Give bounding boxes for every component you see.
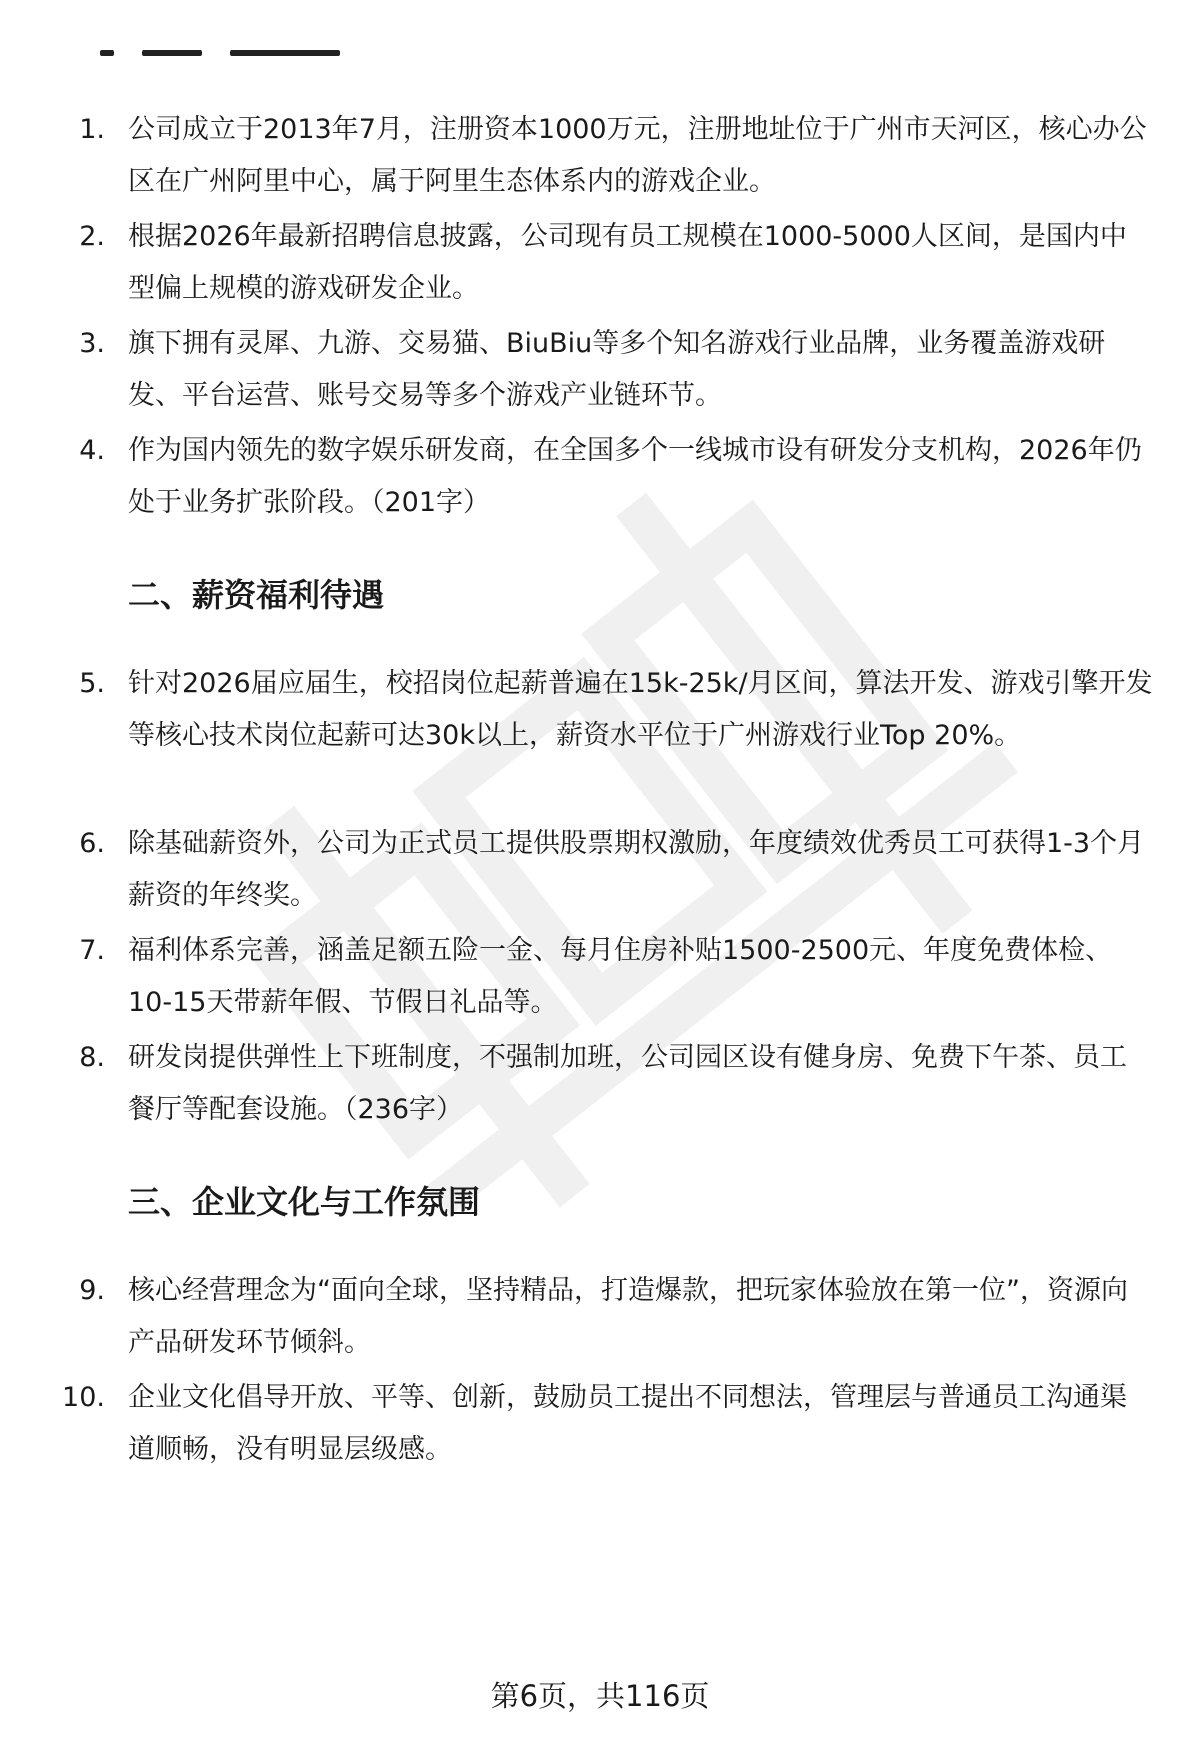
section-heading: 二、薪资福利待遇	[128, 576, 385, 614]
list-text: 旗下拥有灵犀、九游、交易猫、BiuBiu等多个知名游戏行业品牌，业务覆盖游戏研发、平台运营、账号交易等多个游戏产业链环节。	[128, 328, 1106, 411]
page-number-footer: 第6页，共116页	[490, 1679, 710, 1713]
list-number: 4.	[79, 435, 105, 466]
list-number: 9.	[79, 1275, 105, 1306]
list-text: 公司成立于2013年7月，注册资本1000万元，注册地址位于广州市天河区，核心办公区在广州阿里中心，属于阿里生态体系内的游戏企业。	[128, 114, 1147, 197]
list-text: 企业文化倡导开放、平等、创新，鼓励员工提出不同想法，管理层与普通员工沟通渠道顺畅，没有明显层级感。	[128, 1382, 1127, 1465]
list-number: 5.	[79, 668, 105, 699]
list-text: 针对2026届应届生，校招岗位起薪普遍在15k-25k/月区间，算法开发、游戏引擎开发等核心技术岗位起薪可达30k以上，薪资水平位于广州游戏行业Top 20%。	[128, 668, 1153, 751]
list-text: 福利体系完善，涵盖足额五险一金、每月住房补贴1500-2500元、年度免费体检、10-15天带薪年假、节假日礼品等。	[128, 935, 1113, 1018]
list-text: 核心经营理念为“面向全球，坚持精品，打造爆款，把玩家体验放在第一位”，资源向产品研发环节倾斜。	[128, 1275, 1128, 1358]
list-number: 2.	[79, 221, 105, 252]
list-number: 10.	[62, 1382, 105, 1413]
list-number: 3.	[79, 328, 105, 359]
list-text: 除基础薪资外，公司为正式员工提供股票期权激励，年度绩效优秀员工可获得1-3个月薪资的年终奖。	[128, 828, 1145, 911]
list-number: 6.	[79, 828, 105, 859]
list-number: 7.	[79, 935, 105, 966]
list-text: 作为国内领先的数字娱乐研发商，在全国多个一线城市设有研发分支机构，2026年仍处于业务扩张阶段。（201字）	[128, 435, 1142, 518]
list-number: 8.	[79, 1042, 105, 1073]
list-text: 根据2026年最新招聘信息披露，公司现有员工规模在1000-5000人区间，是国内中型偏上规模的游戏研发企业。	[128, 221, 1127, 304]
section-heading: 三、企业文化与工作氛围	[128, 1183, 481, 1221]
list-text: 研发岗提供弹性上下班制度，不强制加班，公司园区设有健身房、免费下午茶、员工餐厅等配套设施。（236字）	[128, 1042, 1127, 1125]
list-number: 1.	[79, 114, 105, 145]
cutoff-heading-remnant	[100, 38, 400, 58]
